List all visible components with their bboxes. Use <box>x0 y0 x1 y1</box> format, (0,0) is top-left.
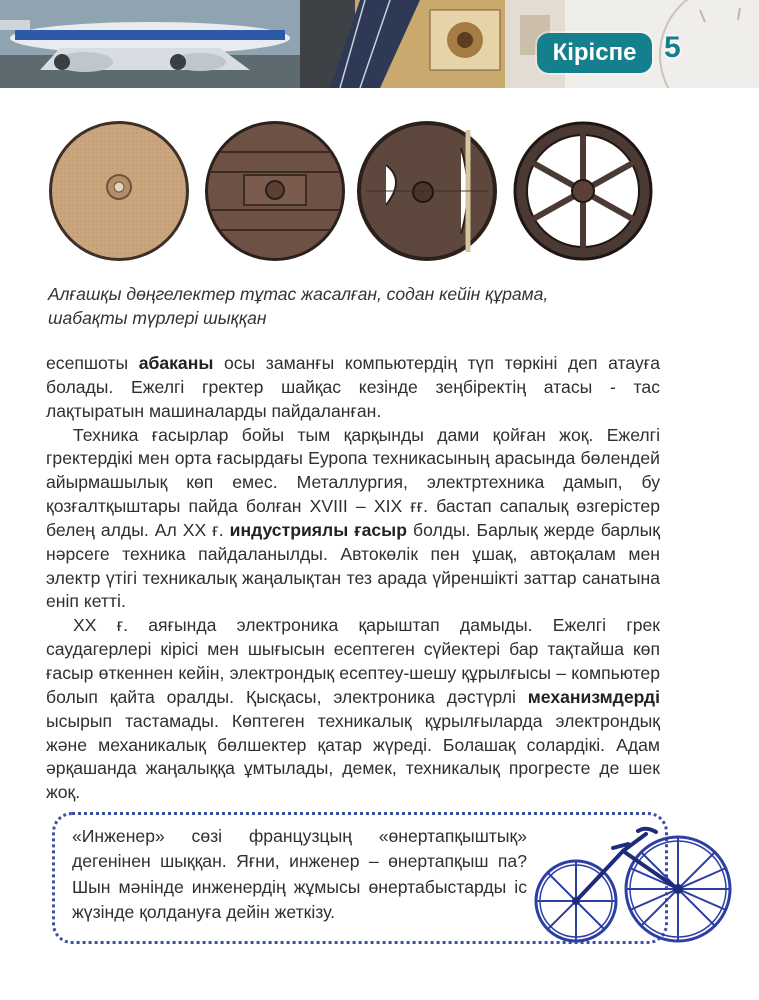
paragraph-text: есепшоты <box>46 353 139 373</box>
bold-term-mechanisms: механизмдерді <box>527 686 660 707</box>
paragraph-text: Техника ғасырлар бойы тым қарқынды дами қойған жоқ. Ежелгі гректердікі мен орта ғасырдағы Еуропа техникасының арасында бөлендей айырмашылық көп емес. Металлургия, электртехника дамып, бу қозғалтқыштары пайда болған XVIII – XIX ғғ. бастап сапалық өзгерістер белең алды. Ал XX ғ. <box>46 424 660 540</box>
crosspiece-wheel-icon <box>356 120 498 262</box>
body-text <box>46 352 660 805</box>
solid-wheel-icon <box>48 120 190 262</box>
bicycle-icon <box>528 826 748 946</box>
page-number: 5 <box>664 31 681 64</box>
spoked-wheel-icon <box>512 120 654 262</box>
info-box-text: «Инженер» сөзі французцың «өнертапқыштық» дегенінен шыққан. Яғни, инженер – өнертапқыш па? Шын мәнінде инженердің жұмысы өнертабыстарды іс жүзінде қолдануға дейін жеткізу. <box>72 826 527 922</box>
satellite-photo <box>330 0 565 88</box>
section-label: Кіріспе <box>552 39 637 66</box>
paragraph-3 <box>46 614 660 805</box>
paragraph-text: XX ғ. аяғында электроника қарыштап дамыды. Ежелгі грек саудагерлері кірісі мен шығысын есептеген сүйектері бар тақтайша көп ғасыр өткеннен кейін, электрондық есептеу-шешу құрылғысы – компьютер болып қайта оралды. Қысқасы, электроника дәстүрлі <box>46 615 660 707</box>
paragraph-text: болды. Барлық жерде барлық нәрсеге техника пайдаланылды. Автокөлік пен ұшақ, автоқалам мен электр үтігі техникалық жаңалықтан тез арада үйреншікті заттар санатына еніп кетті. <box>46 519 660 612</box>
plank-wheel-icon <box>204 120 346 262</box>
paragraph-2 <box>46 424 660 615</box>
caption-line: Алғашқы дөңгелектер тұтас жасалған, содан кейін құрама, <box>48 284 549 304</box>
bold-term-industrial-age: индустриялы ғасыр <box>229 519 407 540</box>
wheels-figure <box>48 120 668 262</box>
paragraph-text: осы заманғы компьютердің түп төркіні деп атауға болады. Ежелгі гректер шайқас кезінде зеңбіректің атасы - тас лақтыратын машиналарды пайдаланған. <box>46 353 660 421</box>
section-badge <box>537 33 652 73</box>
caption-line: шабақты түрлері шыққан <box>48 308 267 328</box>
paragraph-1 <box>46 352 660 424</box>
figure-caption <box>48 282 688 330</box>
bold-term-abacus: абаканы <box>138 353 214 373</box>
header-banner <box>0 0 759 88</box>
paragraph-text: ысырып тастамады. Көптеген техникалық құрылғыларда электрондық және механикалық бөлшектер қатар жүреді. Болашақ солардікі. Адам әрқашанда жаңалыққа ұмтылады, демек, техникалық прогресте де шек жоқ. <box>46 710 660 803</box>
